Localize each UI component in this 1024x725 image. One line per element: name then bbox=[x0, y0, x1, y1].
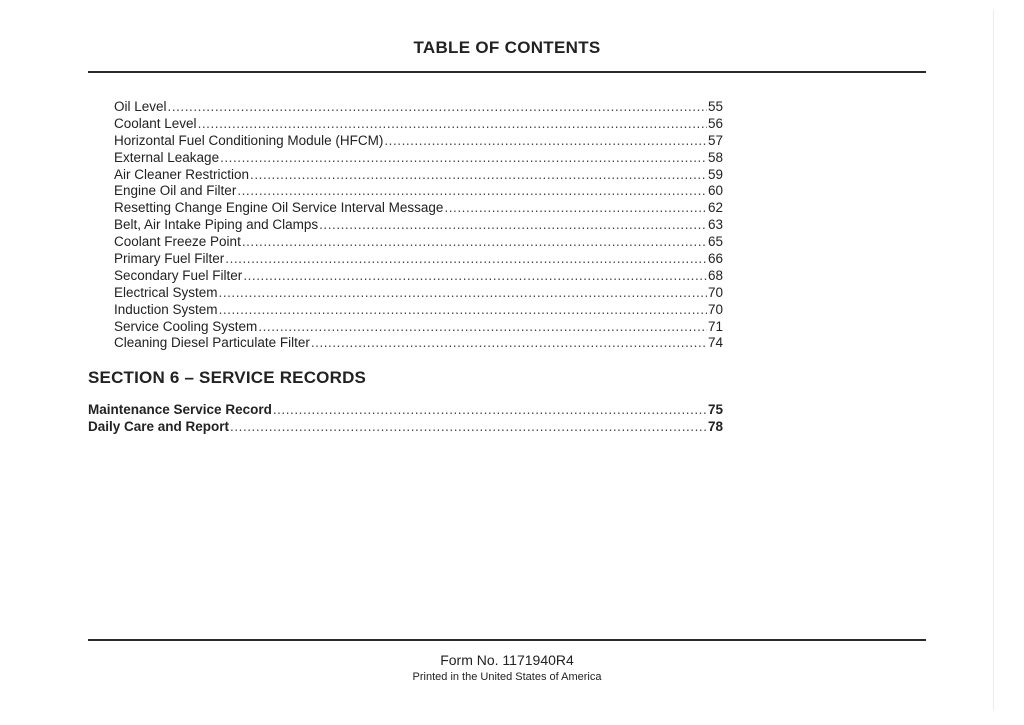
header-divider bbox=[88, 71, 926, 73]
toc-entry-primary-fuel-filter[interactable] bbox=[114, 251, 723, 268]
toc-entry-label: Oil Level bbox=[114, 99, 167, 114]
toc-entry-maintenance-service-record[interactable] bbox=[88, 402, 723, 419]
toc-entry-page: 74 bbox=[707, 335, 723, 351]
toc-entry-page: 57 bbox=[707, 132, 723, 148]
toc-entry-label: Coolant Level bbox=[114, 115, 197, 131]
toc-entry-air-cleaner-restriction[interactable] bbox=[114, 167, 723, 184]
dot-leader bbox=[225, 251, 707, 268]
dot-leader bbox=[220, 150, 707, 167]
dot-leader bbox=[219, 285, 707, 302]
toc-entry-label: Cleaning Diesel Particulate Filter bbox=[114, 335, 310, 351]
footer-divider bbox=[88, 639, 926, 641]
toc-entry-page: 66 bbox=[707, 251, 723, 267]
dot-leader bbox=[168, 99, 707, 116]
toc-entry-service-cooling-system[interactable] bbox=[114, 319, 723, 336]
toc-entry-label: External Leakage bbox=[114, 149, 220, 165]
toc-entry-reset-oil-interval[interactable] bbox=[114, 200, 723, 217]
dot-leader bbox=[384, 133, 707, 150]
toc-entry-daily-care-report[interactable] bbox=[88, 419, 723, 436]
toc-entry-label: Belt, Air Intake Piping and Clamps bbox=[114, 217, 319, 233]
toc-entry-page: 55 bbox=[707, 99, 723, 114]
toc-entry-hfcm[interactable] bbox=[114, 133, 723, 150]
toc-entry-page: 70 bbox=[707, 301, 723, 317]
form-number: Form No. 1171940R4 bbox=[440, 652, 574, 668]
page-edge bbox=[993, 10, 994, 710]
page-title: TABLE OF CONTENTS bbox=[413, 38, 601, 57]
toc-entry-label: Secondary Fuel Filter bbox=[114, 267, 243, 283]
dot-leader bbox=[219, 302, 707, 319]
dot-leader bbox=[311, 335, 707, 352]
dot-leader bbox=[198, 116, 707, 133]
toc-entry-page: 63 bbox=[707, 217, 723, 233]
toc-entry-page: 78 bbox=[707, 418, 723, 434]
dot-leader bbox=[243, 268, 707, 285]
toc-entry-secondary-fuel-filter[interactable] bbox=[114, 268, 723, 285]
section-heading: SECTION 6 – SERVICE RECORDS bbox=[88, 368, 367, 387]
toc-entry-label: Engine Oil and Filter bbox=[114, 183, 237, 199]
toc-entry-induction-system[interactable] bbox=[114, 302, 723, 319]
toc-entry-label: Primary Fuel Filter bbox=[114, 251, 225, 267]
section-toc-list bbox=[88, 402, 723, 436]
toc-entry-page: 56 bbox=[707, 115, 723, 131]
toc-entry-label: Coolant Freeze Point bbox=[114, 234, 241, 250]
toc-entry-page: 60 bbox=[707, 183, 723, 199]
dot-leader bbox=[230, 419, 707, 436]
toc-entry-electrical-system[interactable] bbox=[114, 285, 723, 302]
toc-entry-oil-level[interactable] bbox=[114, 99, 723, 116]
toc-entry-label: Daily Care and Report bbox=[88, 418, 230, 434]
toc-entry-label: Resetting Change Engine Oil Service Interval Message bbox=[114, 200, 444, 216]
toc-entry-page: 59 bbox=[707, 166, 723, 182]
toc-entry-engine-oil-filter[interactable] bbox=[114, 183, 723, 200]
toc-entry-external-leakage[interactable] bbox=[114, 150, 723, 167]
toc-entry-coolant-level[interactable] bbox=[114, 116, 723, 133]
toc-entry-page: 71 bbox=[707, 318, 723, 334]
toc-entry-page: 70 bbox=[707, 284, 723, 300]
toc-entry-coolant-freeze-point[interactable] bbox=[114, 234, 723, 251]
dot-leader bbox=[258, 319, 707, 336]
toc-entry-label: Horizontal Fuel Conditioning Module (HFCM) bbox=[114, 132, 384, 148]
printed-notice: Printed in the United States of America bbox=[412, 671, 602, 683]
dot-leader bbox=[250, 167, 707, 184]
dot-leader bbox=[273, 402, 707, 419]
dot-leader bbox=[242, 234, 707, 251]
toc-entry-label: Maintenance Service Record bbox=[88, 402, 272, 417]
toc-list bbox=[114, 99, 723, 352]
toc-entry-page: 65 bbox=[707, 234, 723, 250]
dot-leader bbox=[319, 217, 707, 234]
toc-entry-label: Service Cooling System bbox=[114, 318, 258, 334]
toc-entry-page: 75 bbox=[707, 402, 723, 417]
toc-entry-cleaning-dpf[interactable] bbox=[114, 335, 723, 352]
toc-entry-page: 62 bbox=[707, 200, 723, 216]
toc-entry-page: 58 bbox=[707, 149, 723, 165]
dot-leader bbox=[444, 200, 707, 217]
toc-entry-belt-intake-clamps[interactable] bbox=[114, 217, 723, 234]
toc-entry-page: 68 bbox=[707, 267, 723, 283]
dot-leader bbox=[237, 183, 707, 200]
toc-entry-label: Induction System bbox=[114, 301, 218, 317]
toc-entry-label: Electrical System bbox=[114, 284, 218, 300]
toc-entry-label: Air Cleaner Restriction bbox=[114, 166, 250, 182]
